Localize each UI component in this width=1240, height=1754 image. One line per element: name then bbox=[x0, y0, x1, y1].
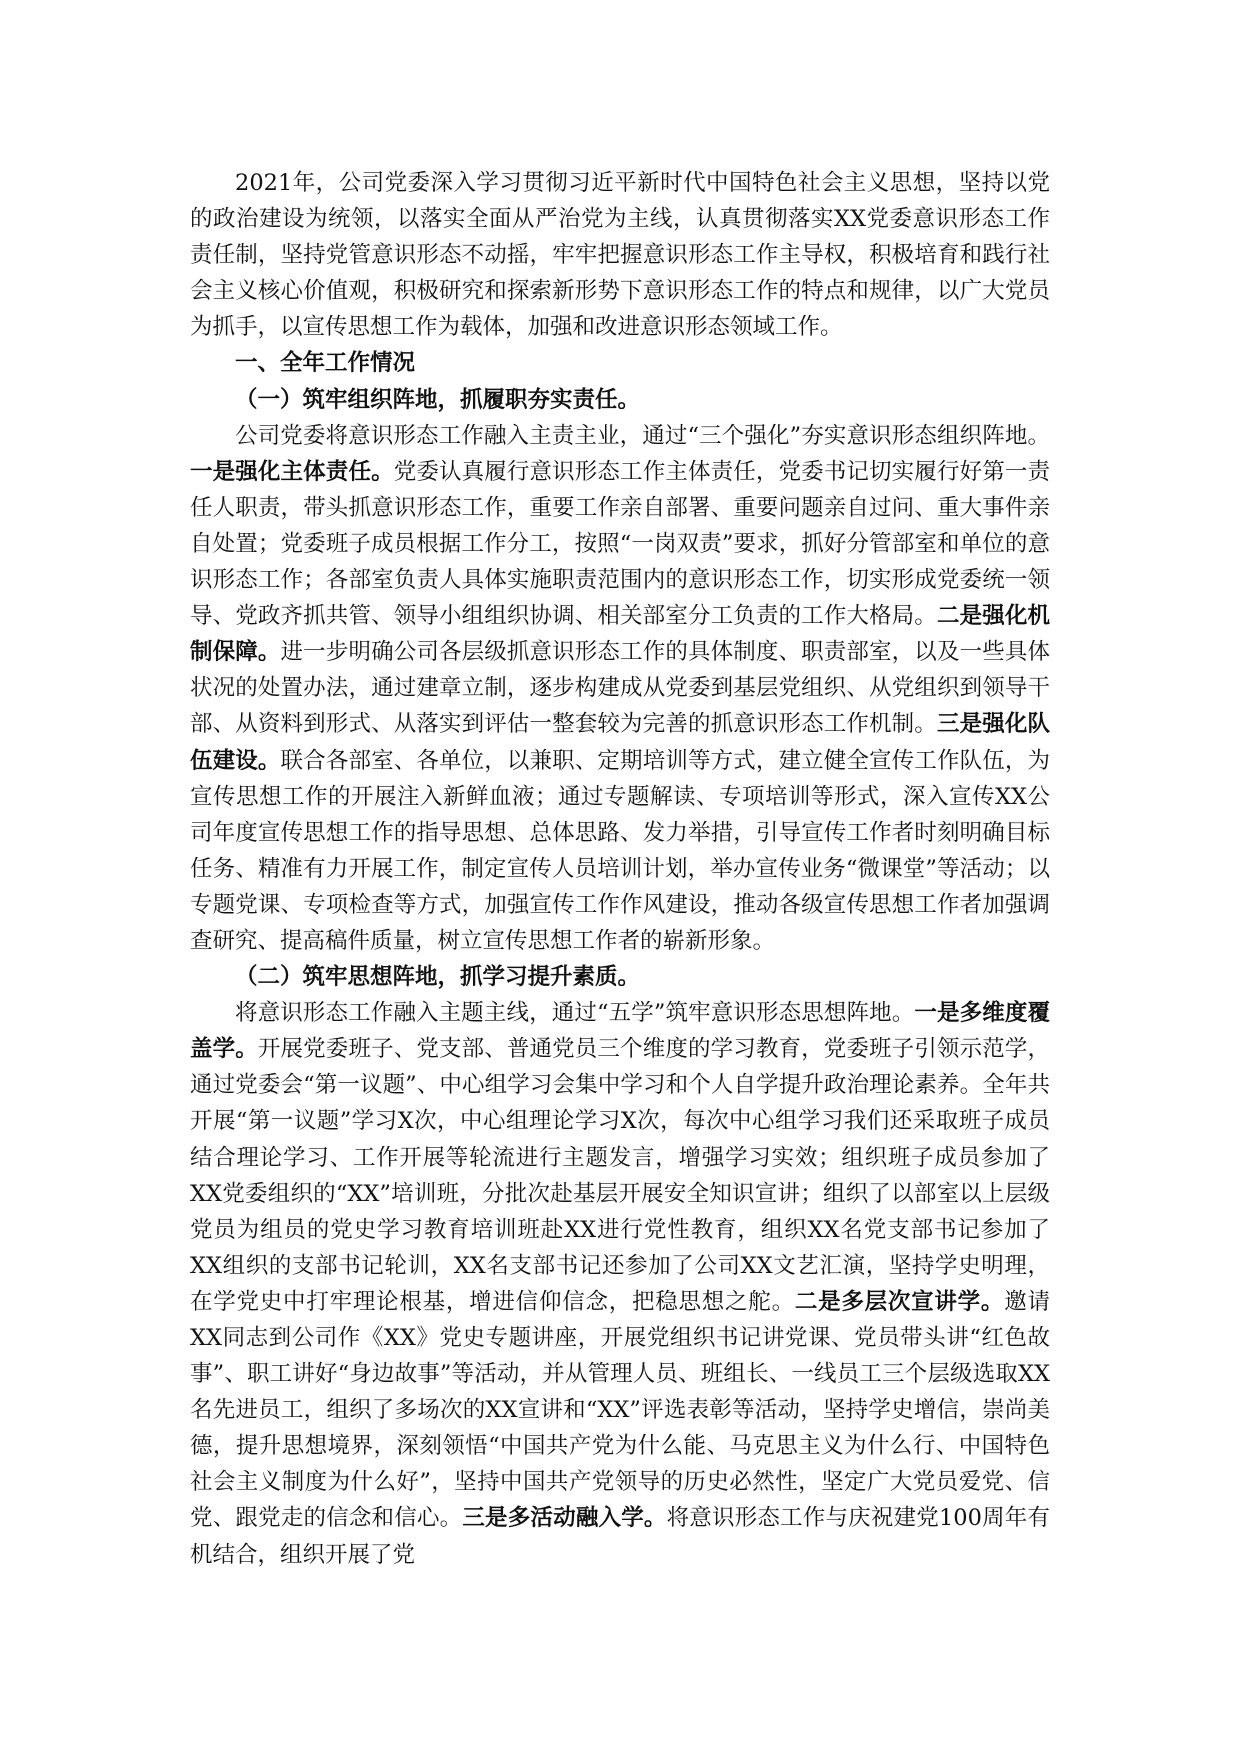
subsection-heading-2: （二）筑牢思想阵地，抓学习提升素质。 bbox=[235, 964, 641, 991]
paragraph-text: 开展党委班子、党支部、普通党员三个维度的学习教育，党委班子引领示范学，通过党委会“第一议题”、中心组学习会集中学习和个人自学提升政治理论素养。全年共开展“第一议题”学习X次，中心组理论学习X次，每次中心组学习我们还采取班子成员结合理论学习、工作开展等轮流进行主题发言，增强学习实效；组织班子成员参加了XX党委组织的“XX”培训班，分批次赴基层开展安全知识宣讲；组织了以部室以上层级党员为组员的党史学习教育培训班赴XX进行党性教育，组织XX名党支部书记参加了XX组织的支部书记轮训，XX名支部书记还参加了公司XX文艺汇演，坚持学史明理，在学党史中打牢理论根基，增进信仰信念，把稳思想之舵。 bbox=[190, 1036, 1050, 1315]
section-heading: 一、全年工作情况 bbox=[235, 350, 416, 377]
bold-lead: 二是多层次宣讲学。 bbox=[794, 1288, 1005, 1315]
bold-lead: 二是强化机制保障。 bbox=[190, 603, 1050, 666]
paragraph-text: 联合各部室、各单位，以兼职、定期培训等方式，建立健全宣传工作队伍，为宣传思想工作的开展注入新鲜血液；通过专题解读、专项培训等形式，深入宣传XX公司年度宣传思想工作的指导思想、总体思路、发力举措，引导宣传工作者时刻明确目标任务、精准有力开展工作，制定宣传人员培训计划，举办宣传业务“微课堂”等活动；以专题党课、专项检查等方式，加强宣传工作作风建设，推动各级宣传思想工作者加强调查研究、提高稿件质量，树立宣传思想工作者的崭新形象。 bbox=[190, 747, 1050, 954]
paragraph-text: 邀请XX同志到公司作《XX》党史专题讲座，开展党组织书记讲党课、党员带头讲“红色故事”、职工讲好“身边故事”等活动，并从管理人员、班组长、一线员工三个层级选取XX名先进员工，组织了多场次的XX宣讲和“XX”评选表彰等活动，坚持学史增信，崇尚美德，提升思想境界，深刻领悟“中国共产党为什么能、马克思主义为什么行、中国特色社会主义制度为什么好”，坚持中国共产党领导的历史必然性，坚定广大党员爱党、信党、跟党走的信念和信心。 bbox=[190, 1288, 1050, 1532]
subsection-2-paragraph bbox=[190, 995, 1050, 1573]
bold-lead: 一是多维度覆盖学。 bbox=[190, 1000, 1050, 1063]
paragraph-text: 公司党委将意识形态工作融入主责主业，通过“三个强化”夯实意识形态组织阵地。 bbox=[235, 422, 1050, 449]
paragraph-text: 将意识形态工作融入主题主线，通过“五学”筑牢意识形态思想阵地。 bbox=[235, 1000, 915, 1027]
subsection-heading-1: （一）筑牢组织阵地，抓履职夯实责任。 bbox=[235, 386, 641, 413]
paragraph-text: 党委认真履行意识形态工作主体责任，党委书记切实履行好第一责任人职责，带头抓意识形态工作，重要工作亲自部署、重要问题亲自过问、重大事件亲自处置；党委班子成员根据工作分工，按照“一岗双责”要求，抓好分管部室和单位的意识形态工作；各部室负责人具体实施职责范围内的意识形态工作，切实形成党委统一领导、党政齐抓共管、领导小组组织协调、相关部室分工负责的工作大格局。 bbox=[190, 458, 1050, 630]
subsection-1-paragraph bbox=[190, 418, 1050, 959]
bold-lead: 三是强化队伍建设。 bbox=[190, 711, 1050, 774]
paragraph-text: 将意识形态工作与庆祝建党100周年有机结合，组织开展了党 bbox=[190, 1505, 1050, 1568]
document-page bbox=[190, 165, 1050, 1573]
intro-paragraph: 2021年，公司党委深入学习贯彻习近平新时代中国特色社会主义思想，坚持以党的政治建设为统领，以落实全面从严治党为主线，认真贯彻落实XX党委意识形态工作责任制，坚持党管意识形态不动摇，牢牢把握意识形态工作主导权，积极培育和践行社会主义核心价值观，积极研究和探索新形势下意识形态工作的特点和规律，以广大党员为抓手，以宣传思想工作为载体，加强和改进意识形态领域工作。 bbox=[190, 170, 1050, 341]
bold-lead: 一是强化主体责任。 bbox=[190, 458, 394, 485]
paragraph-text: 进一步明确公司各层级抓意识形态工作的具体制度、职责部室，以及一些具体状况的处置办法，通过建章立制，逐步构建成从党委到基层党组织、从党组织到领导干部、从资料到形式、从落实到评估一整套较为完善的抓意识形态工作机制。 bbox=[190, 639, 1050, 738]
bold-lead: 三是多活动融入学。 bbox=[462, 1505, 667, 1532]
